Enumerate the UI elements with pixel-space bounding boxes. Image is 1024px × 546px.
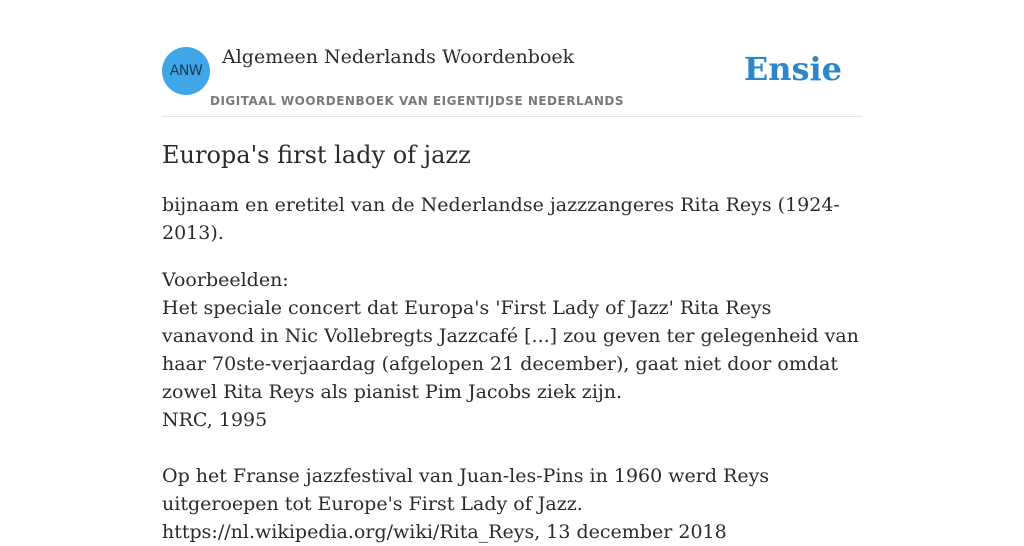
example-source: NRC, 1995 [162,409,268,431]
page [162,0,862,543]
ensie-brand-link[interactable]: Ensie [743,50,842,88]
example-text: Op het Franse jazzfestival van Juan-les-Pins in 1960 werd Reys uitgeroepen tot Europe's First Lady of Jazz. [162,465,770,515]
site-title-link[interactable]: Algemeen Nederlands Woordenboek [222,46,575,68]
example-item [162,294,862,434]
entry-definition: bijnaam en eretitel van de Nederlandse jazzzangeres Rita Reys (1924-2013). [162,194,840,244]
examples-label: Voorbeelden: [162,269,289,291]
example-item [162,462,862,546]
entry-content [162,132,862,546]
examples-section [162,266,862,546]
site-subtitle: DIGITAAL WOORDENBOEK VAN EIGENTIJDSE NEDERLANDS [210,94,625,108]
anw-logo[interactable]: ANW [162,47,210,95]
example-text: Het speciale concert dat Europa's 'First Lady of Jazz' Rita Reys vanavond in Nic Vollebregts Jazzcafé [...] zou geven ter gelegenheid van haar 70ste-verjaardag (afgelopen 21 december), gaat niet door omdat zowel Rita Reys als pianist Pim Jacobs ziek zijn. [162,297,859,403]
example-source: https://nl.wikipedia.org/wiki/Rita_Reys, 13 december 2018 [162,521,727,543]
entry-term: Europa's first lady of jazz [162,141,471,169]
site-header [162,0,862,117]
